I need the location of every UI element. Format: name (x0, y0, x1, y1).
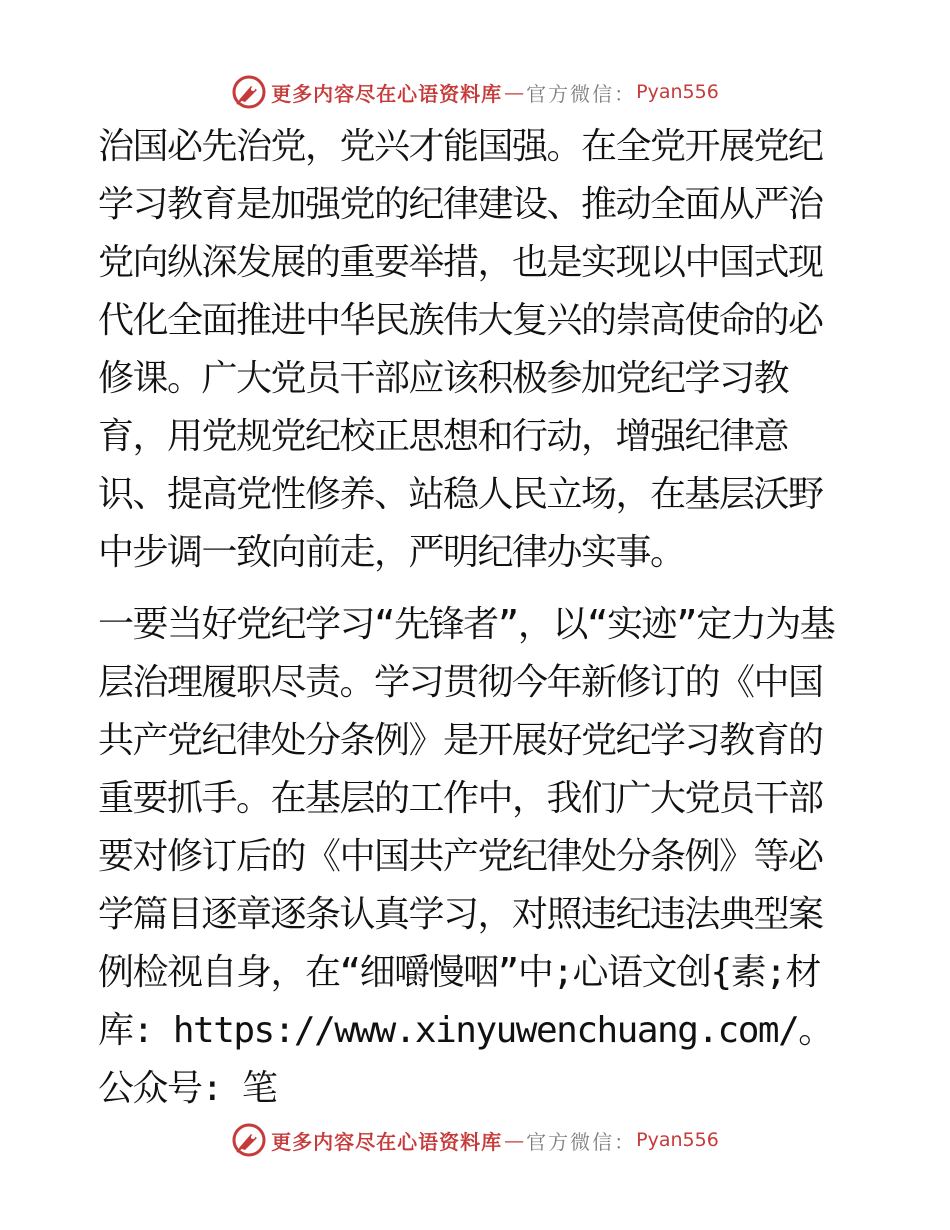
footer-dash: — (504, 1128, 525, 1152)
header-account-id: Pyan556 (636, 81, 719, 103)
footer-account-id: Pyan556 (636, 1129, 719, 1151)
paragraph-gap (98, 582, 850, 596)
footer-promo-text: 更多内容尽在心语资料库 (271, 1129, 503, 1154)
header-dash: — (504, 80, 525, 104)
pen-nib-logo-icon (231, 74, 267, 110)
pen-nib-logo-icon (231, 1122, 267, 1158)
paragraph-1: 治国必先治党，党兴才能国强。在全党开展党纪学习教育是加强党的纪律建设、推动全面从严治党向纵深发展的重要举措，也是实现以中国式现代化全面推进中华民族伟大复兴的崇高使命的必修课。广大党员干部应该积极参加党纪学习教育，用党规党纪校正思想和行动，增强纪律意识、提高党性修养、站稳人民立场，在基层沃野中步调一致向前走，严明纪律办实事。 (98, 126, 823, 573)
page-header-watermark (0, 72, 950, 112)
page-footer-watermark (0, 1120, 950, 1160)
header-promo-text: 更多内容尽在心语资料库 (271, 81, 503, 106)
header-account-label: 官方微信： (526, 81, 637, 106)
footer-account-label: 官方微信： (526, 1129, 637, 1154)
paragraph-2: 一要当好党纪学习“先锋者”，以“实迹”定力为基层治理履职尽责。学习贯彻今年新修订的《中国共产党纪律处分条例》是开展好党纪学习教育的重要抓手。在基层的工作中，我们广大党员干部要对修订后的《中国共产党纪律处分条例》等必学篇目逐章逐条认真学习，对照违纪违法典型案例检视自身，在“细嚼慢咽”中;心语文创{素;材库: https://www.xinyuwenchuang.com/。公众号: 笔 (98, 604, 835, 1109)
document-body (98, 118, 850, 1109)
